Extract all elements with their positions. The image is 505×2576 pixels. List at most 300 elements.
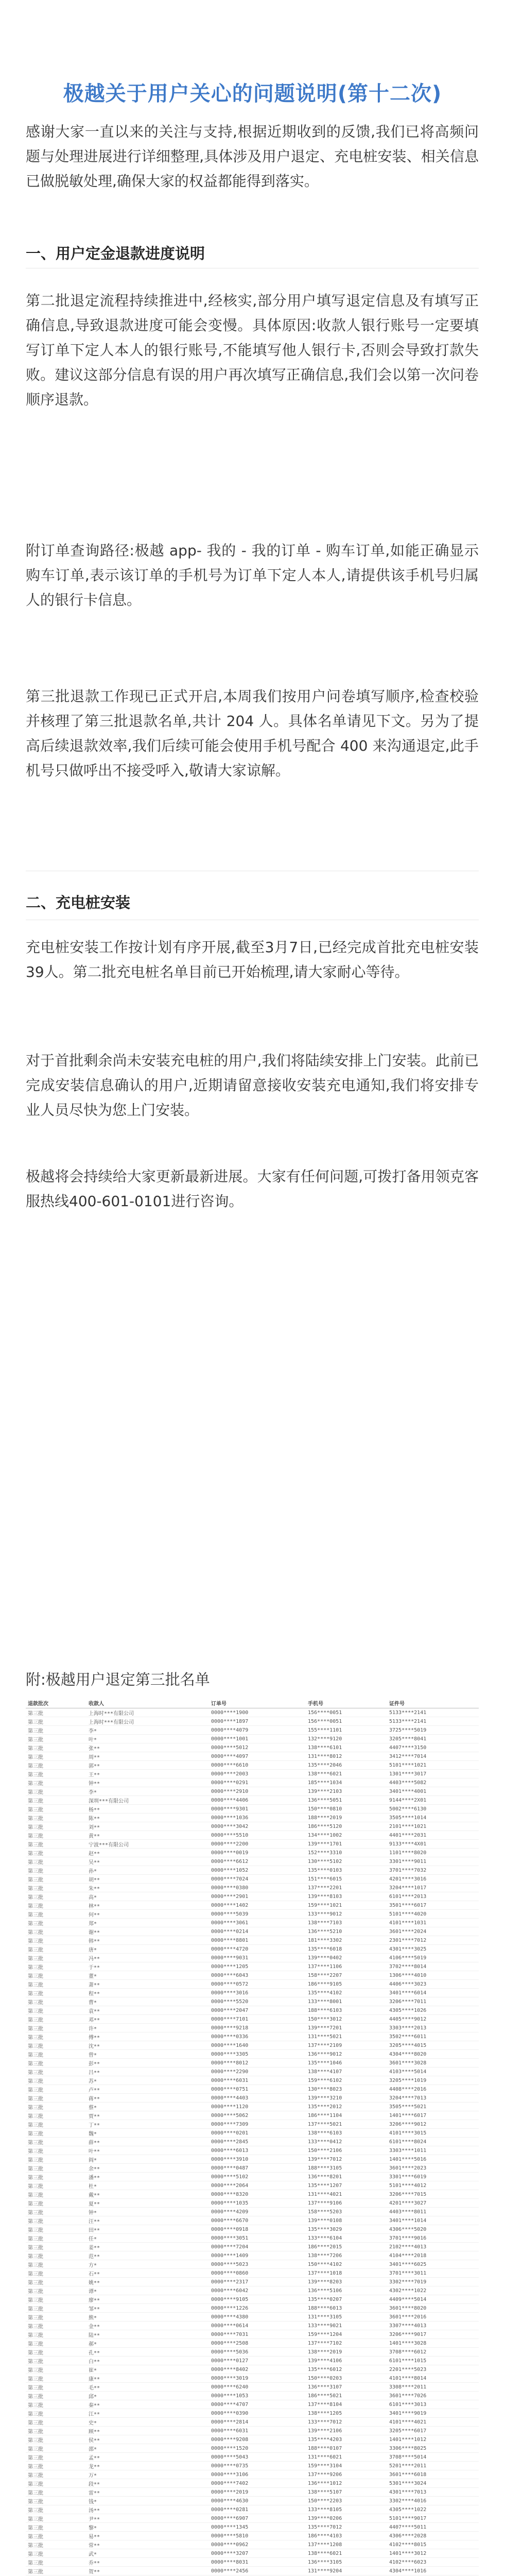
cell-id-number: 5101****1021 [387, 1761, 479, 1770]
cell-payee: 卢** [86, 2085, 209, 2094]
cell-payee: 刘** [86, 1822, 209, 1831]
cell-phone: 139****0206 [306, 2514, 387, 2523]
cell-phone: 135****6012 [306, 2365, 387, 2374]
cell-order-number: 0000****7024 [209, 1875, 306, 1884]
cell-order-number: 0000****2200 [209, 1840, 306, 1849]
cell-phone: 137****1106 [306, 1962, 387, 1971]
cell-payee: 袁** [86, 2006, 209, 2015]
cell-order-number: 0000****0336 [209, 2032, 306, 2041]
table-header-row [26, 1698, 479, 1708]
cell-id-number: 5101****4020 [387, 1910, 479, 1919]
cell-phone: 186****2015 [306, 2243, 387, 2251]
cell-order-number: 0000****1409 [209, 2251, 306, 2260]
cell-id-number: 5002****6130 [387, 1805, 479, 1814]
cell-payee: 上海时***有限公司 [86, 1717, 209, 1726]
table-row [26, 1857, 479, 1866]
table-row [26, 1901, 479, 1910]
table-row [26, 2427, 479, 2435]
table-row [26, 2418, 479, 2427]
cell-order-number: 0000****5023 [209, 2260, 306, 2269]
cell-order-number: 0000****9208 [209, 2435, 306, 2444]
cell-id-number: 4106****5019 [387, 1954, 479, 1962]
cell-id-number: 9133****4X01 [387, 1840, 479, 1849]
cell-phone: 130****5102 [306, 1857, 387, 1866]
cell-order-number: 0000****3051 [209, 2234, 306, 2243]
table-row [26, 1778, 479, 1787]
cell-id-number: 3401****6014 [387, 1989, 479, 1997]
cell-payee: 黄** [86, 1831, 209, 1840]
cell-order-number: 0000****5062 [209, 2111, 306, 2120]
cell-id-number: 2101****1021 [387, 1822, 479, 1831]
cell-order-number: 0000****6031 [209, 2427, 306, 2435]
cell-id-number: 9144****2X01 [387, 1796, 479, 1805]
table-row [26, 2549, 479, 2558]
cell-order-number: 0000****2456 [209, 2567, 306, 2575]
cell-batch: 第三批 [26, 2532, 86, 2540]
cell-payee: 吕** [86, 2067, 209, 2076]
cell-payee: 深圳***有限公司 [86, 1796, 209, 1805]
cell-phone: 159****1021 [306, 1901, 387, 1910]
cell-id-number: 3301****9011 [387, 1857, 479, 1866]
cell-phone: 135****3029 [306, 2225, 387, 2234]
table-row [26, 2523, 479, 2532]
cell-payee: 许* [86, 2024, 209, 2032]
cell-phone: 139****2103 [306, 1787, 387, 1796]
cell-batch: 第三批 [26, 2540, 86, 2549]
table-row [26, 1787, 479, 1796]
cell-payee: 龙** [86, 2462, 209, 2470]
cell-order-number: 0000****2003 [209, 1770, 306, 1778]
table-row [26, 1954, 479, 1962]
cell-order-number: 0000****4707 [209, 2400, 306, 2409]
cell-phone: 132****9120 [306, 1735, 387, 1743]
cell-payee: 崔* [86, 2365, 209, 2374]
cell-batch: 第三批 [26, 1726, 86, 1735]
cell-batch: 第三批 [26, 2418, 86, 2427]
table-row [26, 2374, 479, 2383]
attachment-label: 附:极越用户退定第三批名单 [26, 1671, 210, 1688]
cell-payee: 史* [86, 2418, 209, 2427]
cell-payee: 范** [86, 2251, 209, 2260]
cell-batch: 第三批 [26, 2357, 86, 2365]
cell-batch: 第三批 [26, 1708, 86, 1717]
table-row [26, 2067, 479, 2076]
cell-order-number: 0000****1205 [209, 1962, 306, 1971]
table-row [26, 1717, 479, 1726]
cell-phone: 133****6104 [306, 2234, 387, 2243]
cell-batch: 第三批 [26, 1717, 86, 1726]
cell-batch: 第三批 [26, 2103, 86, 2111]
cell-phone: 130****8023 [306, 2085, 387, 2094]
cell-batch: 第三批 [26, 1778, 86, 1787]
cell-batch: 第三批 [26, 1814, 86, 1822]
cell-payee: 郭** [86, 1761, 209, 1770]
cell-payee: 江** [86, 2409, 209, 2418]
cell-payee: 金** [86, 2321, 209, 2330]
cell-batch: 第三批 [26, 2453, 86, 2462]
cell-order-number: 0000****1402 [209, 1901, 306, 1910]
cell-batch: 第三批 [26, 1866, 86, 1875]
cell-order-number: 0000****6612 [209, 1857, 306, 1866]
cell-id-number: 3708****5014 [387, 2453, 479, 2462]
cell-order-number: 0000****8320 [209, 2190, 306, 2199]
cell-payee: 秦** [86, 2400, 209, 2409]
cell-payee: 董* [86, 1971, 209, 1980]
cell-phone: 131****6021 [306, 2453, 387, 2462]
cell-id-number: 3204****7013 [387, 2094, 479, 2103]
cell-phone: 188****2019 [306, 1814, 387, 1822]
cell-phone: 135****2046 [306, 1761, 387, 1770]
cell-batch: 第三批 [26, 2462, 86, 2470]
cell-payee: 林** [86, 1901, 209, 1910]
cell-batch: 第三批 [26, 1927, 86, 1936]
cell-order-number: 0000****7309 [209, 2120, 306, 2129]
cell-phone: 133****0412 [306, 2138, 387, 2146]
cell-payee: 邱* [86, 2392, 209, 2400]
cell-batch: 第三批 [26, 1919, 86, 1927]
cell-payee: 余** [86, 2164, 209, 2173]
table-row [26, 2540, 479, 2549]
cell-id-number: 1401****3012 [387, 2549, 479, 2558]
cell-payee: 高* [86, 1892, 209, 1901]
cell-order-number: 0000****2290 [209, 2067, 306, 2076]
cell-payee: 郑* [86, 1919, 209, 1927]
cell-batch: 第三批 [26, 1884, 86, 1892]
cell-order-number: 0000****1036 [209, 1814, 306, 1822]
cell-id-number: 4101****3015 [387, 2129, 479, 2138]
cell-id-number: 3205****4015 [387, 2041, 479, 2050]
table-row [26, 2243, 479, 2251]
table-row [26, 1919, 479, 1927]
cell-id-number: 2301****7012 [387, 1936, 479, 1945]
cell-order-number: 0000****3016 [209, 1989, 306, 1997]
table-row [26, 2409, 479, 2418]
cell-batch: 第三批 [26, 2330, 86, 2339]
cell-id-number: 3708****6012 [387, 2348, 479, 2357]
cell-order-number: 0000****3305 [209, 2050, 306, 2059]
cell-phone: 156****0051 [306, 1708, 387, 1717]
page-title: 极越关于用户关心的问题说明(第十二次) [63, 82, 442, 106]
cell-id-number: 4409****5014 [387, 2295, 479, 2304]
cell-order-number: 0000****0487 [209, 2164, 306, 2173]
cell-batch: 第三批 [26, 2024, 86, 2032]
cell-payee: 易** [86, 2532, 209, 2540]
cell-id-number: 3505****1014 [387, 1814, 479, 1822]
cell-batch: 第三批 [26, 2181, 86, 2190]
cell-order-number: 0000****9218 [209, 2024, 306, 2032]
cell-payee: 谭* [86, 2286, 209, 2295]
cell-payee: 侯** [86, 2435, 209, 2444]
cell-order-number: 0000****2814 [209, 2418, 306, 2427]
cell-id-number: 3701****9016 [387, 2234, 479, 2243]
cell-id-number: 1401****6017 [387, 2111, 479, 2120]
refund-progress-paragraph: 第二批退定流程持续推进中,经核实,部分用户填写退定信息及有填写正确信息,导致退款进度可能会变慢。具体原因:收款人银行账号一定要填写订单下定人本人的银行账号,不能填写他人银行卡,否则会导致打款失败。建议这部分信息有误的用户再次填写正确信息,我们会以第一次问卷顺序退款。 [26, 292, 479, 408]
cell-id-number: 4407****3150 [387, 1743, 479, 1752]
cell-phone: 139****0108 [306, 2216, 387, 2225]
cell-payee: 石** [86, 2269, 209, 2278]
cell-batch: 第三批 [26, 1840, 86, 1849]
table-row [26, 2208, 479, 2216]
cell-id-number: 2102****4013 [387, 2243, 479, 2251]
table-row [26, 2181, 479, 2190]
cell-batch: 第三批 [26, 2313, 86, 2321]
cell-id-number: 4408****2016 [387, 2085, 479, 2094]
column-header-batch: 退款批次 [26, 1698, 86, 1708]
cell-payee: 白** [86, 2357, 209, 2365]
cell-batch: 第三批 [26, 1945, 86, 1954]
cell-phone: 158****2207 [306, 1971, 387, 1980]
cell-phone: 138****1205 [306, 2409, 387, 2418]
cell-payee: 王** [86, 1770, 209, 1778]
cell-phone: 138****7206 [306, 2251, 387, 2260]
cell-id-number: 5133****2141 [387, 1708, 479, 1717]
cell-payee: 叶** [86, 2146, 209, 2155]
cell-payee: 尹** [86, 2514, 209, 2523]
cell-payee: 丁** [86, 2120, 209, 2129]
table-row [26, 1927, 479, 1936]
cell-payee: 何** [86, 1910, 209, 1919]
cell-order-number: 0000****0390 [209, 2409, 306, 2418]
cell-payee: 康** [86, 2374, 209, 2383]
cell-phone: 155****1101 [306, 1726, 387, 1735]
cell-payee: 邹** [86, 2304, 209, 2313]
cell-order-number: 0000****2317 [209, 2278, 306, 2286]
cell-phone: 133****8105 [306, 2505, 387, 2514]
cell-order-number: 0000****1900 [209, 1708, 306, 1717]
cell-order-number: 0000****5520 [209, 1997, 306, 2006]
table-row [26, 2216, 479, 2225]
table-row [26, 1770, 479, 1778]
cell-payee: 冯** [86, 1954, 209, 1962]
cell-batch: 第三批 [26, 1936, 86, 1945]
table-row [26, 2024, 479, 2032]
cell-id-number: 4306****5020 [387, 2225, 479, 2234]
cell-batch: 第三批 [26, 2120, 86, 2129]
cell-payee: 夏** [86, 2199, 209, 2208]
cell-id-number: 4103****5014 [387, 2067, 479, 2076]
cell-payee: 段** [86, 2479, 209, 2488]
table-row [26, 1831, 479, 1840]
cell-phone: 133****7012 [306, 2418, 387, 2427]
cell-payee: 万* [86, 2470, 209, 2479]
cell-order-number: 0000****1053 [209, 2392, 306, 2400]
cell-id-number: 4101****4021 [387, 2418, 479, 2427]
cell-order-number: 0000****7204 [209, 2243, 306, 2251]
cell-id-number: 4306****2028 [387, 2532, 479, 2540]
cell-batch: 第三批 [26, 2348, 86, 2357]
cell-order-number: 0000****8402 [209, 2365, 306, 2374]
cell-phone: 137****1018 [306, 2269, 387, 2278]
cell-phone: 137****8104 [306, 2400, 387, 2409]
table-row [26, 1822, 479, 1831]
cell-order-number: 0000****8031 [209, 2558, 306, 2567]
cell-phone: 131****8012 [306, 1752, 387, 1761]
column-header-id-number: 证件号 [387, 1698, 479, 1708]
cell-id-number: 3306****8025 [387, 2444, 479, 2453]
table-row [26, 2251, 479, 2260]
cell-batch: 第三批 [26, 2085, 86, 2094]
cell-phone: 186****5120 [306, 1822, 387, 1831]
cell-batch: 第三批 [26, 2006, 86, 2015]
table-row [26, 2295, 479, 2304]
cell-phone: 138****6101 [306, 1743, 387, 1752]
cell-payee: 陈** [86, 1814, 209, 1822]
cell-payee: 姚** [86, 2278, 209, 2286]
cell-id-number: 3204****1017 [387, 1884, 479, 1892]
cell-payee: 薛** [86, 2138, 209, 2146]
cell-payee: 叶* [86, 1735, 209, 1743]
cell-id-number: 3303****1011 [387, 2146, 479, 2155]
cell-order-number: 0000****4406 [209, 1796, 306, 1805]
cell-id-number: 5133****2141 [387, 1717, 479, 1726]
table-row [26, 2532, 479, 2540]
cell-order-number: 0000****6031 [209, 2076, 306, 2085]
cell-id-number: 4101****1031 [387, 1919, 479, 1927]
cell-id-number: 3701****7032 [387, 1866, 479, 1875]
cell-payee: 潘** [86, 2173, 209, 2181]
cell-order-number: 0000****3019 [209, 2374, 306, 2383]
cell-payee: 汪** [86, 2216, 209, 2225]
cell-id-number: 3725****5019 [387, 1726, 479, 1735]
cell-order-number: 0000****8012 [209, 2059, 306, 2067]
cell-id-number: 6101****1015 [387, 2357, 479, 2365]
cell-id-number: 2201****5023 [387, 2365, 479, 2374]
cell-batch: 第三批 [26, 1962, 86, 1971]
cell-phone: 156****0051 [306, 1717, 387, 1726]
cell-order-number: 0000****1345 [209, 2523, 306, 2532]
cell-payee: 邓** [86, 2015, 209, 2024]
cell-phone: 139****8103 [306, 1892, 387, 1901]
cell-order-number: 0000****9301 [209, 1805, 306, 1814]
cell-batch: 第三批 [26, 2523, 86, 2532]
cell-order-number: 0000****4097 [209, 1752, 306, 1761]
cell-order-number: 0000****1897 [209, 1717, 306, 1726]
cell-phone: 136****5210 [306, 1927, 387, 1936]
table-row [26, 1761, 479, 1770]
cell-order-number: 0000****2019 [209, 2488, 306, 2497]
cell-id-number: 1401****3028 [387, 2339, 479, 2348]
refund-roster-table-container[interactable] [26, 1698, 479, 2576]
cell-batch: 第三批 [26, 2435, 86, 2444]
cell-id-number: 3601****7026 [387, 2392, 479, 2400]
cell-id-number: 4403****8011 [387, 2208, 479, 2216]
cell-phone: 135****1207 [306, 2181, 387, 2190]
cell-order-number: 0000****5012 [209, 1743, 306, 1752]
cell-payee: 程** [86, 1989, 209, 1997]
cell-id-number: 6101****8024 [387, 2138, 479, 2146]
cell-order-number: 0000****1640 [209, 2041, 306, 2050]
table-row [26, 2173, 479, 2181]
cell-order-number: 0000****2064 [209, 2181, 306, 2190]
column-header-order-number: 订单号 [209, 1698, 306, 1708]
cell-order-number: 0000****5043 [209, 2453, 306, 2462]
cell-phone: 133****9012 [306, 1910, 387, 1919]
cell-order-number: 0000****0614 [209, 2321, 306, 2330]
cell-id-number: 3401****4001 [387, 1787, 479, 1796]
cell-id-number: 3205****8041 [387, 1735, 479, 1743]
cell-batch: 第三批 [26, 2365, 86, 2374]
cell-batch: 第三批 [26, 2339, 86, 2348]
table-row [26, 2286, 479, 2295]
table-row [26, 2120, 479, 2129]
cell-order-number: 0000****7101 [209, 2015, 306, 2024]
cell-batch: 第三批 [26, 2400, 86, 2409]
cell-batch: 第三批 [26, 1770, 86, 1778]
cell-order-number: 0000****9031 [209, 1954, 306, 1962]
cell-batch: 第三批 [26, 1761, 86, 1770]
cell-phone: 137****2109 [306, 2041, 387, 2050]
cell-phone: 186****9105 [306, 1980, 387, 1989]
cell-order-number: 0000****3042 [209, 1822, 306, 1831]
table-row [26, 2365, 479, 2374]
cell-id-number: 4305****1026 [387, 2006, 479, 2015]
cell-batch: 第三批 [26, 1997, 86, 2006]
table-row [26, 1796, 479, 1805]
table-row [26, 1866, 479, 1875]
table-row [26, 2357, 479, 2365]
cell-phone: 139****4106 [306, 2357, 387, 2365]
cell-batch: 第三批 [26, 2558, 86, 2567]
table-row [26, 2269, 479, 2278]
table-row [26, 2383, 479, 2392]
cell-id-number: 3601****2016 [387, 2313, 479, 2321]
cell-batch: 第三批 [26, 1971, 86, 1980]
cell-order-number: 0000****3061 [209, 1919, 306, 1927]
cell-batch: 第三批 [26, 2444, 86, 2453]
cell-batch: 第三批 [26, 2488, 86, 2497]
cell-phone: 137****9106 [306, 2199, 387, 2208]
cell-phone: 188****0107 [306, 2444, 387, 2453]
cell-phone: 137****2201 [306, 1884, 387, 1892]
cell-batch: 第三批 [26, 1875, 86, 1884]
cell-order-number: 0000****5510 [209, 1831, 306, 1840]
cell-payee: 黎* [86, 2523, 209, 2532]
cell-batch: 第三批 [26, 2164, 86, 2173]
table-row [26, 1980, 479, 1989]
cell-batch: 第三批 [26, 2304, 86, 2313]
cell-order-number: 0000****0214 [209, 1927, 306, 1936]
cell-batch: 第三批 [26, 1901, 86, 1910]
table-row [26, 1892, 479, 1901]
cell-phone: 138****6103 [306, 2129, 387, 2138]
cell-payee: 廖** [86, 2295, 209, 2304]
intro-paragraph: 感谢大家一直以来的关注与支持,根据近期收到的反馈,我们已将高频问题与处理进展进行详细整理,具体涉及用户退定、充电桩安装、相关信息已做脱敏处理,确保大家的权益都能得到落实。 [26, 123, 479, 190]
cell-payee: 傅** [86, 2032, 209, 2041]
cell-order-number: 0000****0201 [209, 2129, 306, 2138]
cell-payee: 贺** [86, 2567, 209, 2575]
cell-id-number: 4301****3025 [387, 1945, 479, 1954]
table-row [26, 2479, 479, 2488]
cell-phone: 135****7012 [306, 2523, 387, 2532]
cell-phone: 136****3105 [306, 2558, 387, 2567]
cell-payee: 任* [86, 2234, 209, 2243]
section-heading-charger: 二、充电桩安装 [26, 894, 131, 911]
table-row [26, 2304, 479, 2313]
cell-id-number: 5201****2011 [387, 2462, 479, 2470]
cell-batch: 第三批 [26, 1980, 86, 1989]
cell-payee: 杨** [86, 1805, 209, 1814]
cell-id-number: 4201****3027 [387, 2199, 479, 2208]
cell-order-number: 0000****6013 [209, 2146, 306, 2155]
table-row [26, 2041, 479, 2050]
cell-order-number: 0000****5039 [209, 1910, 306, 1919]
cell-phone: 136****1012 [306, 2479, 387, 2488]
cell-order-number: 0000****3106 [209, 2470, 306, 2479]
cell-payee: 宁波***有限公司 [86, 1840, 209, 1849]
cell-order-number: 0000****2508 [209, 2339, 306, 2348]
table-row [26, 1849, 479, 1857]
cell-id-number: 3401****9019 [387, 2409, 479, 2418]
